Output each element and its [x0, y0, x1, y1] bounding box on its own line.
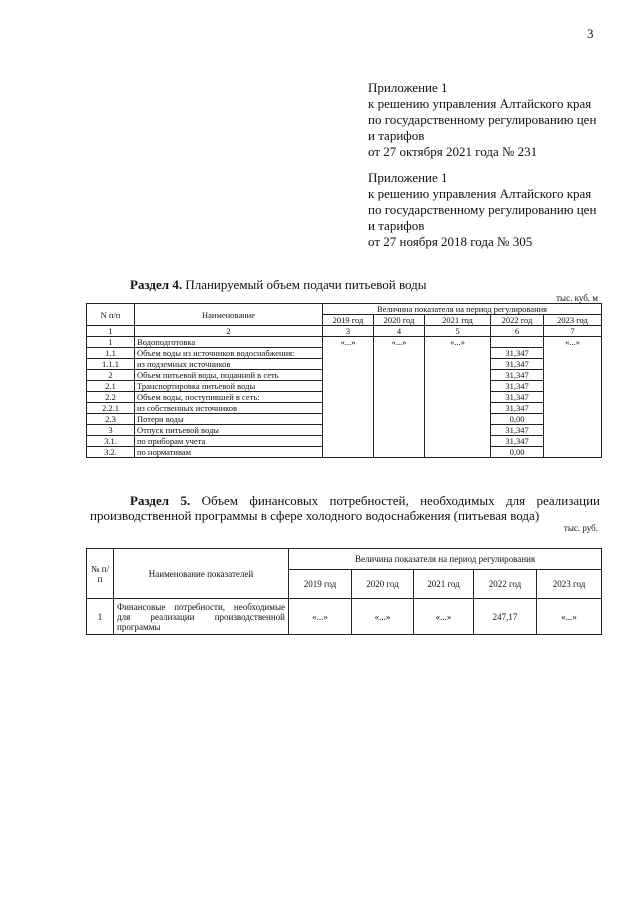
row-value: 0,00: [491, 447, 544, 458]
table-row: [87, 403, 602, 414]
section5-title: [90, 493, 600, 523]
row-value: [374, 436, 425, 447]
row-value: [374, 425, 425, 436]
section5-title-text: Объем финансовых потребностей, необходимых для реализации производственной программы в сфере холодного водоснабжения (питьевая вода): [90, 493, 600, 523]
row-value: 31,347: [491, 381, 544, 392]
row-name: Объем воды из источников водоснабжения:: [135, 348, 323, 359]
header-year: 2019 год: [323, 315, 374, 326]
header-num: № п/п: [87, 549, 114, 599]
row-name: по приборам учета: [135, 436, 323, 447]
row-name: Транспортировка питьевой воды: [135, 381, 323, 392]
row-value: 31,347: [491, 370, 544, 381]
row-value: [323, 414, 374, 425]
row-value: [425, 348, 491, 359]
row-value: [425, 447, 491, 458]
row-num: 2.1: [87, 381, 135, 392]
table-row: [87, 414, 602, 425]
row-value: [374, 359, 425, 370]
section4-table: [86, 303, 602, 458]
row-name: Потери воды: [135, 414, 323, 425]
row-value: 31,347: [491, 359, 544, 370]
row-num: 1.1.1: [87, 359, 135, 370]
row-value: [374, 403, 425, 414]
table-row: [87, 447, 602, 458]
column-number: 2: [135, 326, 323, 337]
section5-units: тыс. руб.: [563, 523, 598, 533]
row-value: [544, 370, 602, 381]
row-value: [544, 414, 602, 425]
row-value: 247,17: [474, 599, 537, 635]
section5-table: [86, 548, 602, 635]
section4-units: тыс. куб. м: [556, 293, 598, 303]
appendix-line: Приложение 1: [368, 170, 448, 185]
appendix-line: от 27 октября 2021 года № 231: [368, 144, 538, 159]
appendix-header-original: [368, 170, 618, 250]
row-num: 1: [87, 599, 114, 635]
appendix-line: к решению управления Алтайского края: [368, 186, 592, 201]
table-row: [87, 370, 602, 381]
row-value: [544, 447, 602, 458]
table-row: [87, 436, 602, 447]
row-value: 31,347: [491, 425, 544, 436]
row-value: [544, 359, 602, 370]
header-period: Величина показателя на период регулирования: [289, 549, 602, 570]
row-value: [374, 381, 425, 392]
row-value: [544, 403, 602, 414]
row-value: [323, 436, 374, 447]
row-value: 31,347: [491, 436, 544, 447]
row-value: [544, 425, 602, 436]
row-value: «...»: [537, 599, 602, 635]
row-value: [425, 370, 491, 381]
row-value: [323, 381, 374, 392]
table-row: [87, 425, 602, 436]
row-value: [323, 403, 374, 414]
row-value: «...»: [352, 599, 414, 635]
row-value: [374, 447, 425, 458]
appendix-line: Приложение 1: [368, 80, 448, 95]
row-name: Финансовые потребности, необходимые для реализации производственной программы: [114, 599, 289, 635]
column-number: 6: [491, 326, 544, 337]
row-value: «...»: [374, 337, 425, 348]
row-value: «...»: [323, 337, 374, 348]
row-value: [323, 370, 374, 381]
header-name: Наименование: [135, 304, 323, 326]
row-value: «...»: [544, 337, 602, 348]
section4-title-text: Планируемый объем подачи питьевой воды: [182, 277, 427, 292]
row-value: [491, 337, 544, 348]
appendix-line: и тарифов: [368, 218, 425, 233]
row-num: 2.3: [87, 414, 135, 425]
column-number: 4: [374, 326, 425, 337]
column-number: 5: [425, 326, 491, 337]
header-year: 2023 год: [537, 570, 602, 599]
row-value: [425, 403, 491, 414]
row-name: Водоподготовка: [135, 337, 323, 348]
header-year: 2021 год: [414, 570, 474, 599]
page-number: 3: [587, 26, 594, 41]
row-value: [374, 392, 425, 403]
row-value: [544, 436, 602, 447]
row-num: 2: [87, 370, 135, 381]
row-value: [323, 425, 374, 436]
header-year: 2020 год: [352, 570, 414, 599]
appendix-line: к решению управления Алтайского края: [368, 96, 592, 111]
table-row: [87, 381, 602, 392]
row-num: 1: [87, 337, 135, 348]
appendix-line: по государственному регулированию цен: [368, 112, 597, 127]
row-name: Объем питьевой воды, поданной в сеть: [135, 370, 323, 381]
row-num: 2.2: [87, 392, 135, 403]
row-value: [323, 348, 374, 359]
column-number: 3: [323, 326, 374, 337]
row-name: из подземных источников: [135, 359, 323, 370]
header-year: 2019 год: [289, 570, 352, 599]
row-value: «...»: [414, 599, 474, 635]
header-year: 2022 год: [474, 570, 537, 599]
row-value: [425, 425, 491, 436]
row-value: [544, 348, 602, 359]
row-value: [544, 381, 602, 392]
row-value: «...»: [289, 599, 352, 635]
appendix-header-current: [368, 80, 618, 160]
row-num: 2.2.1: [87, 403, 135, 414]
header-year: 2021 год: [425, 315, 491, 326]
row-num: 3.1.: [87, 436, 135, 447]
header-year: 2020 год: [374, 315, 425, 326]
table-row: [87, 599, 602, 635]
row-value: [323, 392, 374, 403]
row-value: «...»: [425, 337, 491, 348]
header-year: 2023 год: [544, 315, 602, 326]
row-value: [425, 414, 491, 425]
row-value: 31,347: [491, 392, 544, 403]
row-value: [374, 370, 425, 381]
row-name: из собственных источников: [135, 403, 323, 414]
row-name: по нормативам: [135, 447, 323, 458]
table-row: [87, 359, 602, 370]
row-num: 3.2.: [87, 447, 135, 458]
column-number: 7: [544, 326, 602, 337]
section5-title-bold: Раздел 5.: [130, 493, 191, 508]
row-value: [425, 381, 491, 392]
row-name: Отпуск питьевой воды: [135, 425, 323, 436]
table-row: [87, 392, 602, 403]
table-row: [87, 348, 602, 359]
appendix-line: по государственному регулированию цен: [368, 202, 597, 217]
section4-title: [130, 277, 427, 293]
header-period: Величина показателя на период регулирования: [323, 304, 602, 315]
row-name: Объем воды, поступившей в сеть:: [135, 392, 323, 403]
row-value: [323, 359, 374, 370]
row-value: [323, 447, 374, 458]
row-value: 31,347: [491, 348, 544, 359]
row-num: 1.1: [87, 348, 135, 359]
column-number: 1: [87, 326, 135, 337]
appendix-line: и тарифов: [368, 128, 425, 143]
row-value: [374, 348, 425, 359]
row-num: 3: [87, 425, 135, 436]
row-value: 31,347: [491, 403, 544, 414]
row-value: [425, 436, 491, 447]
row-value: [425, 392, 491, 403]
header-year: 2022 год: [491, 315, 544, 326]
header-name: Наименование показателей: [114, 549, 289, 599]
row-value: [374, 414, 425, 425]
section4-title-bold: Раздел 4.: [130, 277, 183, 292]
row-value: [425, 359, 491, 370]
row-value: [544, 392, 602, 403]
appendix-line: от 27 ноября 2018 года № 305: [368, 234, 533, 249]
row-value: 0,00: [491, 414, 544, 425]
header-num: N п/п: [87, 304, 135, 326]
table-row: [87, 337, 602, 348]
